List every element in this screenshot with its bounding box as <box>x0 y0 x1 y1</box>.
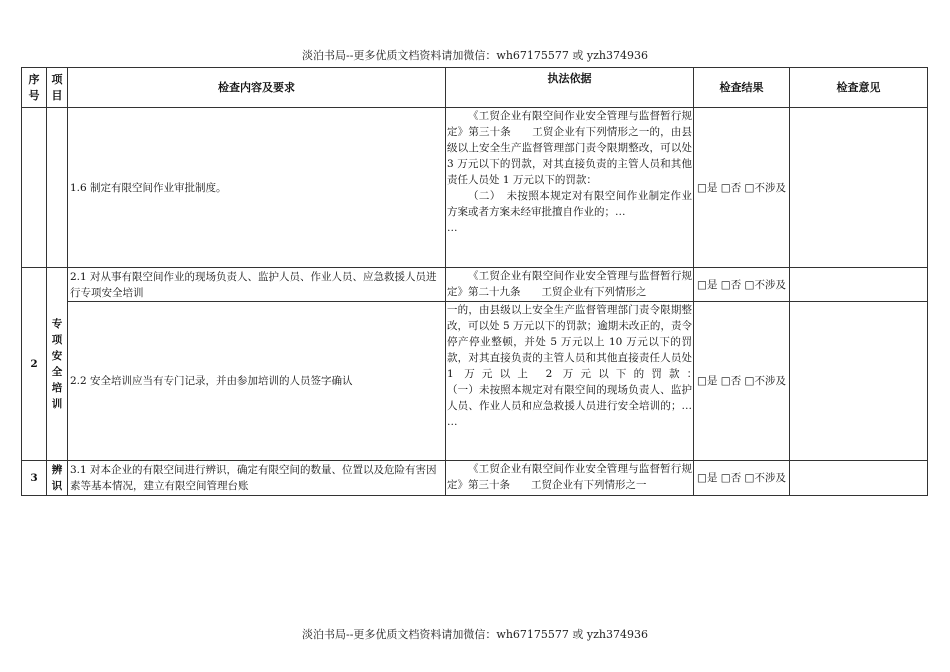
basis-paragraph: … <box>447 222 458 234</box>
result-checkboxes[interactable]: □是 □否 □不涉及 <box>694 461 790 496</box>
row-seq: 3 <box>22 461 47 496</box>
table-row <box>22 268 928 302</box>
row-project <box>47 108 68 268</box>
row-basis <box>446 268 694 302</box>
basis-paragraph: （二） 未按照本规定对有限空间作业制定作业方案或者方案未经审批擅自作业的；… <box>447 190 692 218</box>
opinion-cell[interactable] <box>790 302 928 461</box>
opinion-cell[interactable] <box>790 461 928 496</box>
row-project: 专项安全培训 <box>47 268 68 461</box>
header-basis: 执法依据 <box>446 68 694 108</box>
row-seq <box>22 108 47 268</box>
row-basis <box>446 108 694 268</box>
row-project: 辨识 <box>47 461 68 496</box>
basis-paragraph: 《工贸企业有限空间作业安全管理与监督暂行规定》第三十条 工贸企业有下列情形之一的，由县级以上安全生产监督管理部门责令限期整改，可以处 3 万元以下的罚款，对其直接负责的主管人员和其他责任人员处 1 万元以下的罚款： <box>447 110 692 186</box>
row-content: 2.2 安全培训应当有专门记录，并由参加培训的人员签字确认 <box>68 302 446 461</box>
row-basis <box>446 461 694 496</box>
table-header-row <box>22 68 928 108</box>
basis-paragraph: 一的，由县级以上安全生产监督管理部门责令限期整改，可以处 5 万元以下的罚款；逾期未改正的，责令停产停业整顿，并处 5 万元以上 10 万元以下的罚款，对其直接负责的主管人员和其他直接责任人员处 1 万元以上 2 万元以下的罚款： （一）未按照本规定对有限空间的现场负责人、监护人员、作业人员和应急救援人员进行安全培训的；… <box>447 304 692 412</box>
header-project: 项目 <box>47 68 68 108</box>
result-checkboxes[interactable]: □是 □否 □不涉及 <box>694 268 790 302</box>
table-row <box>22 461 928 496</box>
inspection-table <box>21 67 928 496</box>
row-basis <box>446 302 694 461</box>
header-result: 检查结果 <box>694 68 790 108</box>
row-content: 3.1 对本企业的有限空间进行辨识，确定有限空间的数量、位置以及危险有害因素等基本情况，建立有限空间管理台账 <box>68 461 446 496</box>
header-note: 淡泊书局--更多优质文档资料请加微信：wh67175577 或 yzh374936 <box>302 49 648 62</box>
header-content: 检查内容及要求 <box>68 68 446 108</box>
opinion-cell[interactable] <box>790 268 928 302</box>
row-content: 1.6 制定有限空间作业审批制度。 <box>68 108 446 268</box>
result-checkboxes[interactable]: □是 □否 □不涉及 <box>694 302 790 461</box>
table-row <box>22 108 928 268</box>
header-opinion: 检查意见 <box>790 68 928 108</box>
opinion-cell[interactable] <box>790 108 928 268</box>
basis-paragraph: … <box>447 416 458 428</box>
row-content: 2.1 对从事有限空间作业的现场负责人、监护人员、作业人员、应急救援人员进行专项安全培训 <box>68 268 446 302</box>
row-seq: 2 <box>22 268 47 461</box>
result-checkboxes[interactable]: □是 □否 □不涉及 <box>694 108 790 268</box>
basis-paragraph: 《工贸企业有限空间作业安全管理与监督暂行规定》第二十九条 工贸企业有下列情形之 <box>447 270 692 298</box>
table-row <box>22 302 928 461</box>
header-seq: 序号 <box>22 68 47 108</box>
footer-note: 淡泊书局--更多优质文档资料请加微信：wh67175577 或 yzh374936 <box>302 628 648 641</box>
basis-paragraph: 《工贸企业有限空间作业安全管理与监督暂行规定》第三十条 工贸企业有下列情形之一 <box>447 463 692 491</box>
